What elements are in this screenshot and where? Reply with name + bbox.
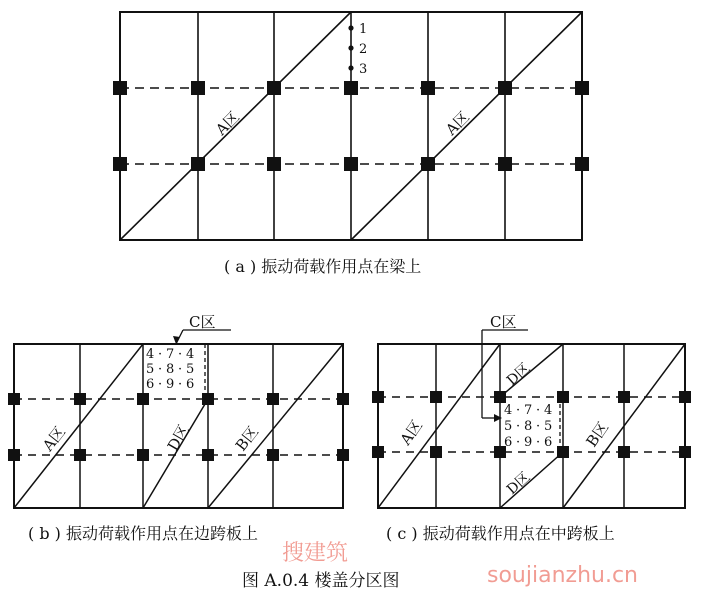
svg-text:7: 7 <box>524 403 533 418</box>
panel-c-grid-numbers <box>504 403 552 450</box>
svg-text:8: 8 <box>166 362 175 377</box>
watermark-url: soujianzhu.cn <box>487 563 638 588</box>
panel-b-caption: ( b ) 振动荷载作用点在边跨板上 <box>28 524 258 543</box>
svg-text:4: 4 <box>186 347 195 362</box>
panel-c-zone-d-bottom: D区 <box>503 469 534 498</box>
svg-text:·: · <box>536 419 541 434</box>
svg-text:·: · <box>178 362 183 377</box>
svg-text:5: 5 <box>146 362 155 377</box>
svg-text:7: 7 <box>166 347 175 362</box>
svg-text:·: · <box>178 377 183 392</box>
svg-text:·: · <box>516 435 521 450</box>
panel-c-zone-a: A区 <box>396 416 427 449</box>
svg-text:·: · <box>536 403 541 418</box>
svg-text:4: 4 <box>504 403 513 418</box>
panel-a-load-points <box>348 22 367 77</box>
svg-text:·: · <box>516 419 521 434</box>
watermark-cn: 搜建筑 <box>282 541 349 566</box>
callout-arrow-icon <box>494 414 502 422</box>
panel-b-callout-c-zone: C区 <box>189 313 216 331</box>
svg-text:6: 6 <box>186 377 195 392</box>
panel-a-caption: ( a ) 振动荷载作用点在梁上 <box>224 257 422 276</box>
point-label-2: 2 <box>359 42 368 57</box>
panel-b-zone-b: B区 <box>231 422 263 455</box>
panel-c-zone-b: B区 <box>582 418 613 451</box>
svg-text:5: 5 <box>544 419 553 434</box>
svg-text:6: 6 <box>544 435 553 450</box>
point-label-3: 3 <box>359 62 368 77</box>
point-label-1: 1 <box>359 22 368 37</box>
svg-text:4: 4 <box>146 347 155 362</box>
svg-text:6: 6 <box>146 377 155 392</box>
callout-arrow-icon <box>173 336 180 344</box>
panel-c-callout-c-zone: C区 <box>490 313 517 331</box>
svg-text:·: · <box>158 347 163 362</box>
svg-text:5: 5 <box>504 419 513 434</box>
svg-text:4: 4 <box>544 403 553 418</box>
svg-text:·: · <box>516 403 521 418</box>
svg-text:·: · <box>158 377 163 392</box>
svg-text:·: · <box>536 435 541 450</box>
svg-text:5: 5 <box>186 362 195 377</box>
panel-b-grid-numbers <box>146 347 194 392</box>
svg-text:·: · <box>158 362 163 377</box>
panel-c-zone-d-top: D区 <box>503 360 534 389</box>
svg-text:6: 6 <box>504 435 513 450</box>
panel-a-zone-a-right: A区 <box>442 107 474 139</box>
panel-a-zone-a-left: A区 <box>212 107 244 139</box>
svg-text:9: 9 <box>524 435 533 450</box>
panel-b-zone-a: A区 <box>38 423 70 455</box>
svg-text:8: 8 <box>524 419 533 434</box>
svg-text:·: · <box>178 347 183 362</box>
panel-c-caption: ( c ) 振动荷载作用点在中跨板上 <box>386 524 615 543</box>
figure-title: 图 A.0.4 楼盖分区图 <box>242 571 400 591</box>
panel-b-zone-d: D区 <box>163 421 193 454</box>
svg-text:9: 9 <box>166 377 175 392</box>
